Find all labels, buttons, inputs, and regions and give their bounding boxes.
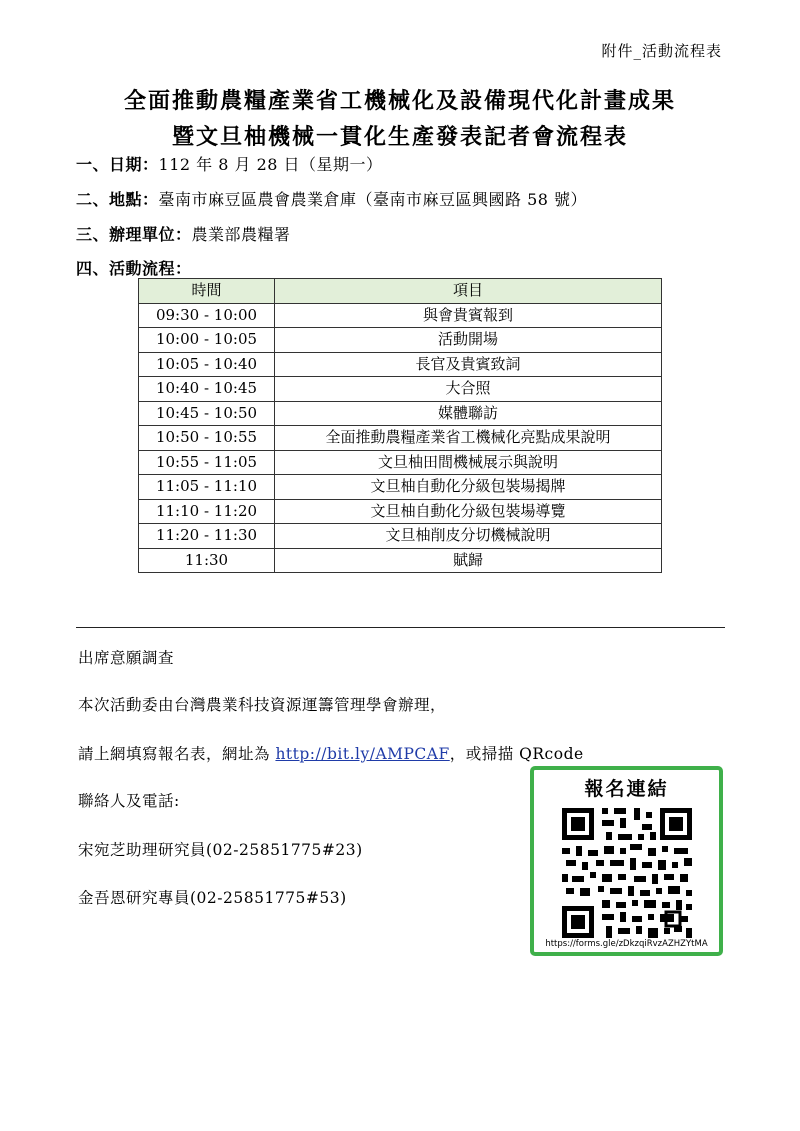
row-item: 文旦柚自動化分級包裝場揭牌 bbox=[275, 475, 662, 500]
row-item: 全面推動農糧產業省工機械化亮點成果說明 bbox=[275, 426, 662, 451]
table-row bbox=[139, 352, 662, 377]
registration-prefix: 請上網填寫報名表，網址為 bbox=[78, 745, 276, 763]
row-time: 11:10 - 11:20 bbox=[139, 499, 275, 524]
header-time: 時間 bbox=[139, 279, 275, 304]
registration-line bbox=[78, 742, 584, 764]
table-row bbox=[139, 475, 662, 500]
flow-line bbox=[76, 256, 192, 279]
document-title-line1: 全面推動農糧產業省工機械化及設備現代化計畫成果 bbox=[123, 88, 676, 114]
row-item: 文旦柚削皮分切機械說明 bbox=[275, 524, 662, 549]
row-item: 文旦柚自動化分級包裝場導覽 bbox=[275, 499, 662, 524]
row-time: 10:05 - 10:40 bbox=[139, 352, 275, 377]
document-title-line2: 暨文旦柚機械一貫化生產發表記者會流程表 bbox=[171, 124, 628, 150]
row-item: 大合照 bbox=[275, 377, 662, 402]
row-time: 10:45 - 10:50 bbox=[139, 401, 275, 426]
registration-link[interactable]: http://bit.ly/AMPCAF bbox=[275, 745, 450, 763]
organizer-line bbox=[76, 222, 291, 245]
date-line bbox=[76, 152, 383, 175]
table-header-row bbox=[139, 279, 662, 304]
organizer-value: 農業部農糧署 bbox=[191, 225, 291, 244]
registration-suffix: ，或掃描 QRcode bbox=[449, 745, 584, 763]
row-item: 文旦柚田間機械展示與說明 bbox=[275, 450, 662, 475]
row-time: 11:20 - 11:30 bbox=[139, 524, 275, 549]
table-row bbox=[139, 548, 662, 573]
place-value: 臺南市麻豆區農會農業倉庫（臺南市麻豆區興國路 58 號） bbox=[158, 190, 588, 209]
contact-person-1: 宋宛芝助理研究員(02-25851775#23) bbox=[78, 841, 363, 859]
row-item: 活動開場 bbox=[275, 328, 662, 353]
flow-label: 四、活動流程： bbox=[76, 259, 192, 278]
table-row bbox=[139, 524, 662, 549]
qr-title: 報名連結 bbox=[584, 778, 669, 800]
table-row bbox=[139, 401, 662, 426]
row-item: 賦歸 bbox=[275, 548, 662, 573]
schedule-table bbox=[138, 278, 662, 573]
place-label: 二、地點： bbox=[76, 190, 159, 209]
contact-person-2: 金吾恩研究專員(02-25851775#53) bbox=[78, 889, 347, 907]
survey-heading: 出席意願調查 bbox=[78, 649, 175, 667]
organizer-label: 三、辦理單位： bbox=[76, 225, 192, 244]
survey-organizer-text: 本次活動委由台灣農業科技資源運籌管理學會辦理， bbox=[78, 696, 447, 714]
row-time: 10:00 - 10:05 bbox=[139, 328, 275, 353]
table-row bbox=[139, 377, 662, 402]
row-time: 10:40 - 10:45 bbox=[139, 377, 275, 402]
header-item: 項目 bbox=[275, 279, 662, 304]
row-time: 10:50 - 10:55 bbox=[139, 426, 275, 451]
table-row bbox=[139, 450, 662, 475]
place-line bbox=[76, 187, 587, 210]
attachment-label: 附件_活動流程表 bbox=[601, 42, 722, 60]
date-label: 一、日期： bbox=[76, 155, 159, 174]
row-time: 09:30 - 10:00 bbox=[139, 303, 275, 328]
table-row bbox=[139, 303, 662, 328]
row-item: 媒體聯訪 bbox=[275, 401, 662, 426]
table-row bbox=[139, 328, 662, 353]
qr-registration-card[interactable] bbox=[530, 766, 723, 956]
qr-url: https://forms.gle/zDkzqiRvzAZHZYtMA bbox=[545, 939, 708, 949]
section-divider bbox=[76, 627, 725, 628]
table-row bbox=[139, 426, 662, 451]
row-time: 11:05 - 11:10 bbox=[139, 475, 275, 500]
row-time: 10:55 - 11:05 bbox=[139, 450, 275, 475]
row-time: 11:30 bbox=[139, 548, 275, 573]
row-item: 與會貴賓報到 bbox=[275, 303, 662, 328]
contact-label: 聯絡人及電話: bbox=[78, 792, 180, 810]
qr-code-icon[interactable] bbox=[558, 804, 696, 942]
table-row bbox=[139, 499, 662, 524]
row-item: 長官及貴賓致詞 bbox=[275, 352, 662, 377]
date-value: 112 年 8 月 28 日（星期一） bbox=[158, 155, 383, 174]
